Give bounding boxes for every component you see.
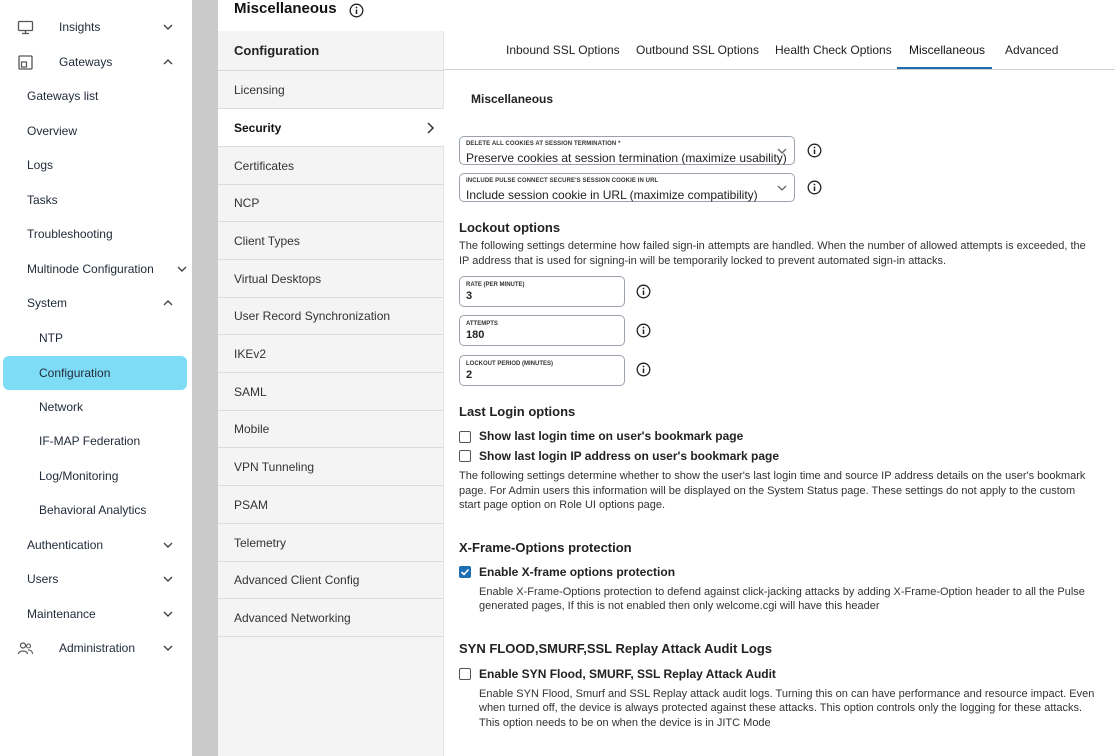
lockout-description-line: IP address that is used for signing-in will be temporarily locked to prevent automated sign-in attacks. — [459, 255, 947, 267]
select-label: DELETE ALL COOKIES AT SESSION TERMINATION * — [466, 141, 621, 147]
nav-label: Behavioral Analytics — [39, 503, 147, 517]
config-item-label: Client Types — [234, 234, 300, 248]
config-item-label: Security — [234, 121, 282, 135]
synflood-description-line: Enable SYN Flood, Smurf and SSL Replay attack audit logs. Turning this on can have performance and resource impact. Even — [479, 688, 1095, 700]
config-item-label: PSAM — [234, 498, 269, 512]
select-label: INCLUDE PULSE CONNECT SECURE'S SESSION COOKIE IN URL — [466, 178, 659, 184]
delete-cookies-select[interactable] — [459, 136, 795, 165]
select-value: Preserve cookies at session termination (maximize usability) — [466, 151, 787, 165]
chevron-down-icon — [162, 573, 174, 585]
config-item-virtual-desktops[interactable] — [218, 260, 444, 298]
nav-ntp[interactable] — [0, 321, 192, 355]
nav-label: Tasks — [27, 193, 58, 207]
tab-health-check-options[interactable]: Health Check Options — [775, 43, 892, 57]
chevron-up-icon — [162, 297, 174, 309]
last-login-description-line: start page option on Role UI options page. — [459, 499, 666, 511]
nav-label: IF-MAP Federation — [39, 434, 141, 448]
config-item-vpn-tunneling[interactable] — [218, 448, 444, 486]
nav-label: Maintenance — [27, 607, 96, 621]
nav-gateways[interactable] — [0, 45, 192, 79]
config-item-label: NCP — [234, 196, 260, 210]
config-item-certificates[interactable] — [218, 147, 444, 185]
nav-network[interactable] — [0, 390, 192, 424]
nav-label: Authentication — [27, 538, 104, 552]
settings-panel — [444, 70, 1115, 756]
show-last-login-time-checkbox[interactable] — [459, 431, 471, 443]
left-navigation — [0, 0, 192, 756]
lockout-period-field[interactable] — [459, 355, 625, 386]
config-item-saml[interactable] — [218, 373, 444, 411]
info-icon[interactable] — [349, 3, 364, 18]
rate-per-minute-field[interactable] — [459, 276, 625, 307]
field-value: 3 — [466, 290, 473, 302]
nav-label: Configuration — [39, 366, 111, 380]
nav-maintenance[interactable] — [0, 597, 192, 631]
xframe-description-line: Enable X-Frame-Options protection to defend against click-jacking attacks by adding X-Frame-Option header to all the Pulse — [479, 586, 1085, 598]
lockout-options-heading: Lockout options — [459, 220, 561, 235]
attempts-field[interactable] — [459, 315, 625, 346]
checkbox-label: Enable X-frame options protection — [479, 565, 676, 579]
nav-label: Multinode Configuration — [27, 262, 154, 276]
synflood-heading: SYN FLOOD,SMURF,SSL Replay Attack Audit Logs — [459, 641, 772, 656]
synflood-description-line: when turned off, the device is always protected against these attacks. This option controls only the logging for these attacks. — [479, 702, 1083, 714]
xframe-description-line: generated pages, If this is not enabled then only welcome.cgi will have this header — [479, 600, 880, 612]
nav-configuration[interactable] — [3, 356, 187, 390]
monitor-icon — [17, 19, 34, 36]
tab-bar — [444, 31, 1115, 70]
config-item-label: Advanced Networking — [234, 611, 351, 625]
config-item-licensing[interactable] — [218, 71, 444, 109]
nav-multinode-configuration[interactable] — [0, 252, 192, 286]
nav-system[interactable] — [0, 286, 192, 320]
nav-label: System — [27, 296, 68, 310]
nav-label: Gateways list — [27, 89, 99, 103]
field-label: ATTEMPTS — [466, 321, 498, 327]
page-title: Miscellaneous — [234, 0, 337, 17]
config-item-telemetry[interactable] — [218, 524, 444, 562]
field-value: 180 — [466, 329, 485, 341]
config-item-ncp[interactable] — [218, 184, 444, 222]
tab-inbound-ssl-options[interactable]: Inbound SSL Options — [506, 43, 620, 57]
config-item-security[interactable] — [218, 109, 444, 147]
enable-synflood-audit-checkbox[interactable] — [459, 668, 471, 680]
config-item-label: Licensing — [234, 83, 285, 97]
configuration-heading — [218, 31, 444, 71]
nav-label: Logs — [27, 158, 54, 172]
nav-authentication[interactable] — [0, 528, 192, 562]
chevron-down-icon — [162, 608, 174, 620]
config-item-label: Virtual Desktops — [234, 272, 322, 286]
config-item-ikev2[interactable] — [218, 335, 444, 373]
select-value: Include session cookie in URL (maximize compatibility) — [466, 188, 758, 202]
configuration-menu — [218, 31, 444, 756]
nav-troubleshooting[interactable] — [0, 217, 192, 251]
field-value: 2 — [466, 369, 473, 381]
nav-label: Troubleshooting — [27, 227, 113, 241]
config-item-label: Advanced Client Config — [234, 573, 360, 587]
xframe-heading: X-Frame-Options protection — [459, 540, 632, 555]
chevron-down-icon — [176, 263, 188, 275]
section-title: Miscellaneous — [471, 92, 554, 106]
checkbox-label: Enable SYN Flood, SMURF, SSL Replay Attack Audit — [479, 667, 776, 681]
field-label: LOCKOUT PERIOD (MINUTES) — [466, 361, 553, 367]
chevron-down-icon — [776, 145, 788, 157]
last-login-description-line: The following settings determine whether to show the user's last login time and source IP address details on the user's bookmark — [459, 470, 1086, 482]
config-item-advanced-client-config[interactable] — [218, 561, 444, 599]
nav-label: Users — [27, 572, 59, 586]
config-item-label: Telemetry — [234, 536, 287, 550]
tab-outbound-ssl-options[interactable]: Outbound SSL Options — [636, 43, 759, 57]
nav-label: NTP — [39, 331, 63, 345]
gateway-icon — [17, 54, 34, 71]
config-item-label: VPN Tunneling — [234, 460, 315, 474]
info-icon[interactable] — [636, 323, 651, 338]
checkbox-label: Show last login IP address on user's bookmark page — [479, 449, 780, 463]
nav-label: Gateways — [59, 55, 113, 69]
checkbox-label: Show last login time on user's bookmark page — [479, 429, 744, 443]
config-item-advanced-networking[interactable] — [218, 599, 444, 637]
config-item-user-record-sync[interactable] — [218, 297, 444, 335]
config-item-label: IKEv2 — [234, 347, 267, 361]
info-icon[interactable] — [807, 143, 822, 158]
tab-advanced[interactable]: Advanced — [1005, 43, 1059, 57]
nav-logs[interactable] — [0, 148, 192, 182]
config-item-label: Certificates — [234, 159, 295, 173]
chevron-right-icon — [424, 121, 436, 135]
nav-label: Insights — [59, 20, 101, 34]
info-icon[interactable] — [807, 180, 822, 195]
nav-divider — [192, 0, 218, 756]
show-last-login-ip-checkbox[interactable] — [459, 450, 471, 462]
nav-overview[interactable] — [0, 114, 192, 148]
users-icon — [17, 640, 34, 657]
nav-if-map-federation[interactable] — [0, 424, 192, 458]
nav-users[interactable] — [0, 562, 192, 596]
nav-behavioral-analytics[interactable] — [0, 493, 192, 527]
chevron-up-icon — [162, 56, 174, 68]
check-icon — [460, 567, 470, 577]
config-item-label: Mobile — [234, 422, 270, 436]
config-item-client-types[interactable] — [218, 222, 444, 260]
config-item-psam[interactable] — [218, 486, 444, 524]
synflood-description-line: This option needs to be on when the device is in JITC Mode — [479, 717, 771, 729]
tab-miscellaneous[interactable]: Miscellaneous — [909, 43, 986, 57]
nav-label: Administration — [59, 641, 136, 655]
nav-tasks[interactable] — [0, 183, 192, 217]
chevron-down-icon — [162, 642, 174, 654]
page-header — [218, 0, 1115, 31]
info-icon[interactable] — [636, 362, 651, 377]
enable-xframe-checkbox[interactable] — [459, 566, 471, 578]
last-login-description-line: page. For Admin users this information will be displayed on the System Status page. These settings do not apply to the custom — [459, 485, 1076, 497]
nav-insights[interactable] — [0, 10, 192, 44]
field-label: RATE (PER MINUTE) — [466, 282, 525, 288]
config-item-label: User Record Synchronization — [234, 309, 391, 323]
nav-administration[interactable] — [0, 631, 192, 665]
config-item-mobile[interactable] — [218, 410, 444, 448]
nav-log-monitoring[interactable] — [0, 459, 192, 493]
configuration-heading-label: Configuration — [234, 43, 320, 58]
nav-label: Overview — [27, 124, 78, 138]
info-icon[interactable] — [636, 284, 651, 299]
nav-label: Network — [39, 400, 84, 414]
nav-label: Log/Monitoring — [39, 469, 119, 483]
lockout-description-line: The following settings determine how failed sign-in attempts are handled. When the number of allowed attempts is exceeded, the — [459, 240, 1086, 252]
config-item-label: SAML — [234, 385, 267, 399]
chevron-down-icon — [162, 21, 174, 33]
nav-gateways-list[interactable] — [0, 79, 192, 113]
session-cookie-url-select[interactable] — [459, 173, 795, 202]
chevron-down-icon — [162, 539, 174, 551]
chevron-down-icon — [776, 182, 788, 194]
last-login-heading: Last Login options — [459, 404, 576, 419]
active-tab-indicator — [897, 67, 992, 69]
